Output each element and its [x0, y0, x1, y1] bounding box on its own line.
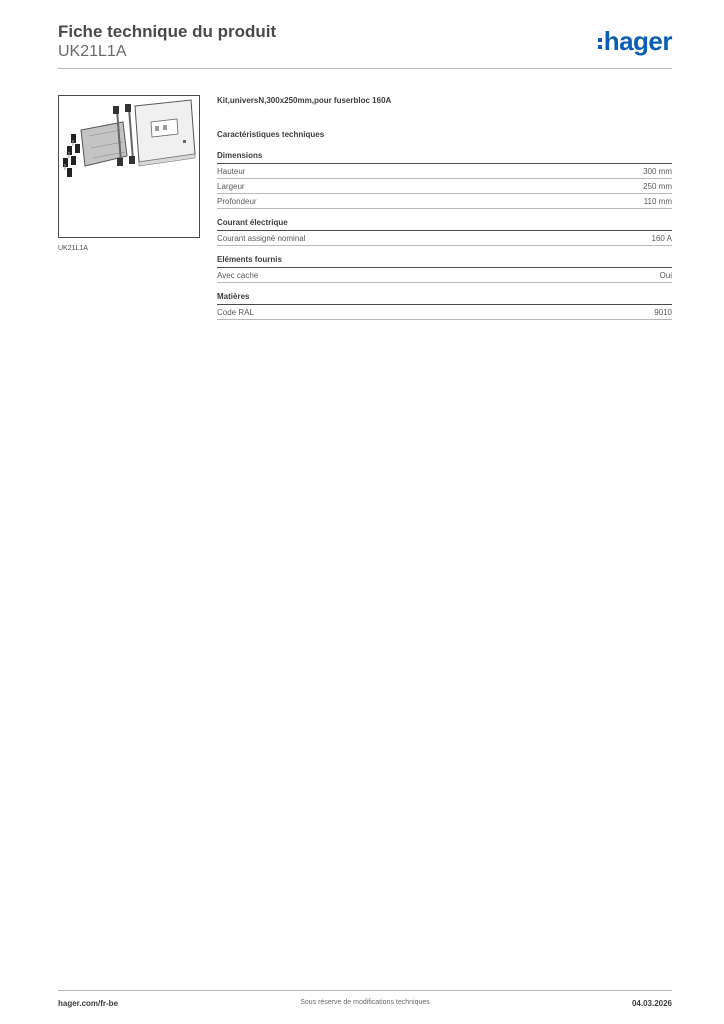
spec-section-supplied-elements	[217, 255, 672, 283]
section-title: Eléments fournis	[217, 255, 672, 268]
spec-label: Hauteur	[217, 166, 246, 176]
product-description: Kit,universN,300x250mm,pour fuserbloc 160A	[217, 96, 392, 105]
spec-value: 160 A	[651, 233, 672, 243]
spec-row	[217, 164, 672, 179]
spec-row	[217, 231, 672, 246]
section-title: Courant électrique	[217, 218, 672, 231]
spec-label: Profondeur	[217, 196, 257, 206]
page-footer	[58, 990, 672, 1015]
spec-value: 110 mm	[643, 196, 672, 206]
technical-characteristics-heading: Caractéristiques techniques	[217, 130, 325, 139]
document-date: 04.03.2026	[631, 999, 672, 1008]
product-reference: UK21L1A	[58, 43, 127, 60]
spec-label: Avec cache	[217, 270, 259, 280]
product-image	[58, 95, 200, 238]
spec-section-electrical-current	[217, 218, 672, 246]
spec-section-dimensions	[217, 151, 672, 209]
website-link[interactable]: hager.com/fr-be	[58, 999, 119, 1008]
product-details	[217, 96, 672, 320]
logo-dots-icon	[598, 34, 602, 49]
spec-label: Code RAL	[217, 307, 254, 317]
spec-value: 300 mm	[643, 166, 672, 176]
spec-row	[217, 179, 672, 194]
image-caption: UK21L1A	[58, 245, 88, 252]
spec-label: Largeur	[217, 181, 245, 191]
spec-value: 9010	[654, 307, 672, 317]
disclaimer: Sous réserve de modifications techniques	[300, 999, 430, 1006]
logo-wordmark: hager	[603, 26, 672, 56]
spec-section-materials	[217, 292, 672, 320]
spec-row	[217, 305, 672, 320]
spec-label: Courant assigné nominal	[217, 233, 306, 243]
document-title: Fiche technique du produit	[58, 22, 277, 41]
spec-row	[217, 268, 672, 283]
hager-logo	[598, 26, 672, 56]
product-illustration	[59, 96, 199, 237]
section-title: Matières	[217, 292, 672, 305]
section-title: Dimensions	[217, 151, 672, 164]
spec-value: 250 mm	[643, 181, 672, 191]
page-header	[58, 20, 672, 69]
spec-row	[217, 194, 672, 209]
spec-value: Oui	[659, 270, 672, 280]
